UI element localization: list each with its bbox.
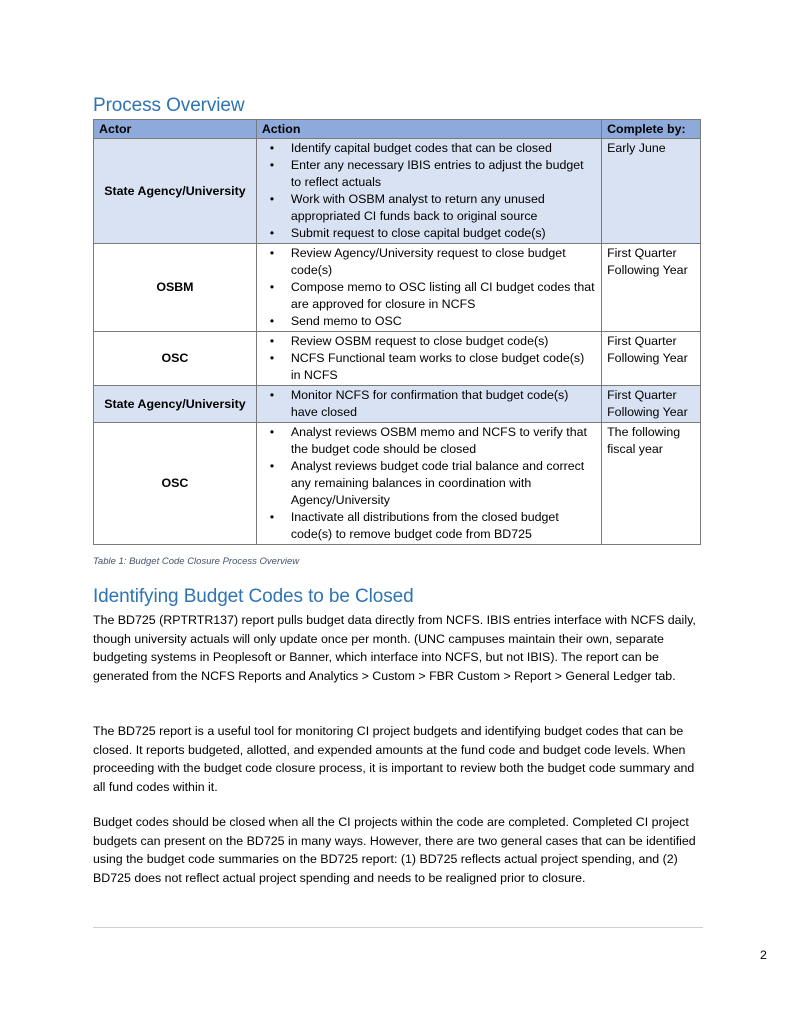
footer-divider <box>93 927 703 928</box>
table-caption: Table 1: Budget Code Closure Process Overview <box>93 556 300 567</box>
table-row <box>94 386 701 423</box>
action-item: • Identify capital budget codes that can be closed <box>262 140 596 157</box>
section-heading-identifying-budget-codes: Identifying Budget Codes to be Closed <box>93 586 414 607</box>
action-cell <box>256 332 601 386</box>
action-cell <box>256 423 601 545</box>
action-list <box>262 245 596 330</box>
table-row <box>94 244 701 332</box>
action-item: • Enter any necessary IBIS entries to adjust the budget to reflect actuals <box>262 157 596 191</box>
header-action: Action <box>256 120 601 139</box>
action-item: • Submit request to close capital budget code(s) <box>262 225 596 242</box>
actor-cell: OSC <box>94 332 257 386</box>
complete-by-cell: First Quarter Following Year <box>602 332 701 386</box>
complete-by-cell: The following fiscal year <box>602 423 701 545</box>
action-item: • Compose memo to OSC listing all CI budget codes that are approved for closure in NCFS <box>262 279 596 313</box>
actor-cell: State Agency/University <box>94 386 257 423</box>
header-complete-by: Complete by: <box>602 120 701 139</box>
page-number: 2 <box>760 948 767 962</box>
actor-cell: OSBM <box>94 244 257 332</box>
action-item: • Monitor NCFS for confirmation that budget code(s) have closed <box>262 387 596 421</box>
action-cell <box>256 386 601 423</box>
section-heading-process-overview: Process Overview <box>93 95 245 116</box>
header-actor: Actor <box>94 120 257 139</box>
complete-by-cell: First Quarter Following Year <box>602 244 701 332</box>
action-item: • NCFS Functional team works to close budget code(s) in NCFS <box>262 350 596 384</box>
body-paragraph: The BD725 report is a useful tool for monitoring CI project budgets and identifying budget codes that can be closed. It reports budgeted, allotted, and expended amounts at the fund code and budget code levels. When proceeding with the budget code closure process, it is important to review both the budget code summary and all fund codes within it. <box>93 724 695 794</box>
action-item: • Review Agency/University request to close budget code(s) <box>262 245 596 279</box>
action-cell <box>256 139 601 244</box>
table-row <box>94 332 701 386</box>
action-item: • Analyst reviews budget code trial balance and correct any remaining balances in coordination with Agency/University <box>262 458 596 509</box>
actor-cell: OSC <box>94 423 257 545</box>
action-list <box>262 387 596 421</box>
action-list <box>262 333 596 384</box>
process-overview-table <box>93 119 701 545</box>
action-item: • Work with OSBM analyst to return any unused appropriated CI funds back to original source <box>262 191 596 225</box>
complete-by-cell: Early June <box>602 139 701 244</box>
table-row <box>94 139 701 244</box>
action-list <box>262 140 596 242</box>
actor-cell: State Agency/University <box>94 139 257 244</box>
action-item: • Inactivate all distributions from the closed budget code(s) to remove budget code from BD725 <box>262 509 596 543</box>
body-paragraph: Budget codes should be closed when all the CI projects within the code are completed. Completed CI project budgets can present on the BD725 in many ways. However, there are two general cases that can be identified using the budget code summaries on the BD725 report: (1) BD725 reflects actual project spending, and (2) BD725 does not reflect actual project spending and needs to be realigned prior to closure. <box>93 815 696 885</box>
action-item: • Analyst reviews OSBM memo and NCFS to verify that the budget code should be closed <box>262 424 596 458</box>
complete-by-cell: First Quarter Following Year <box>602 386 701 423</box>
table-header-row <box>94 120 701 139</box>
action-item: • Review OSBM request to close budget code(s) <box>262 333 596 350</box>
table-row <box>94 423 701 545</box>
action-cell <box>256 244 601 332</box>
action-item: • Send memo to OSC <box>262 313 596 330</box>
body-paragraph: The BD725 (RPTRTR137) report pulls budget data directly from NCFS. IBIS entries interface with NCFS daily, though university actuals will only update once per month. (UNC campuses maintain their own, separate budgeting systems in Peoplesoft or Banner, which interface into NCFS, but not IBIS). The report can be generated from the NCFS Reports and Analytics > Custom > FBR Custom > Report > General Ledger tab. <box>93 613 696 683</box>
action-list <box>262 424 596 543</box>
